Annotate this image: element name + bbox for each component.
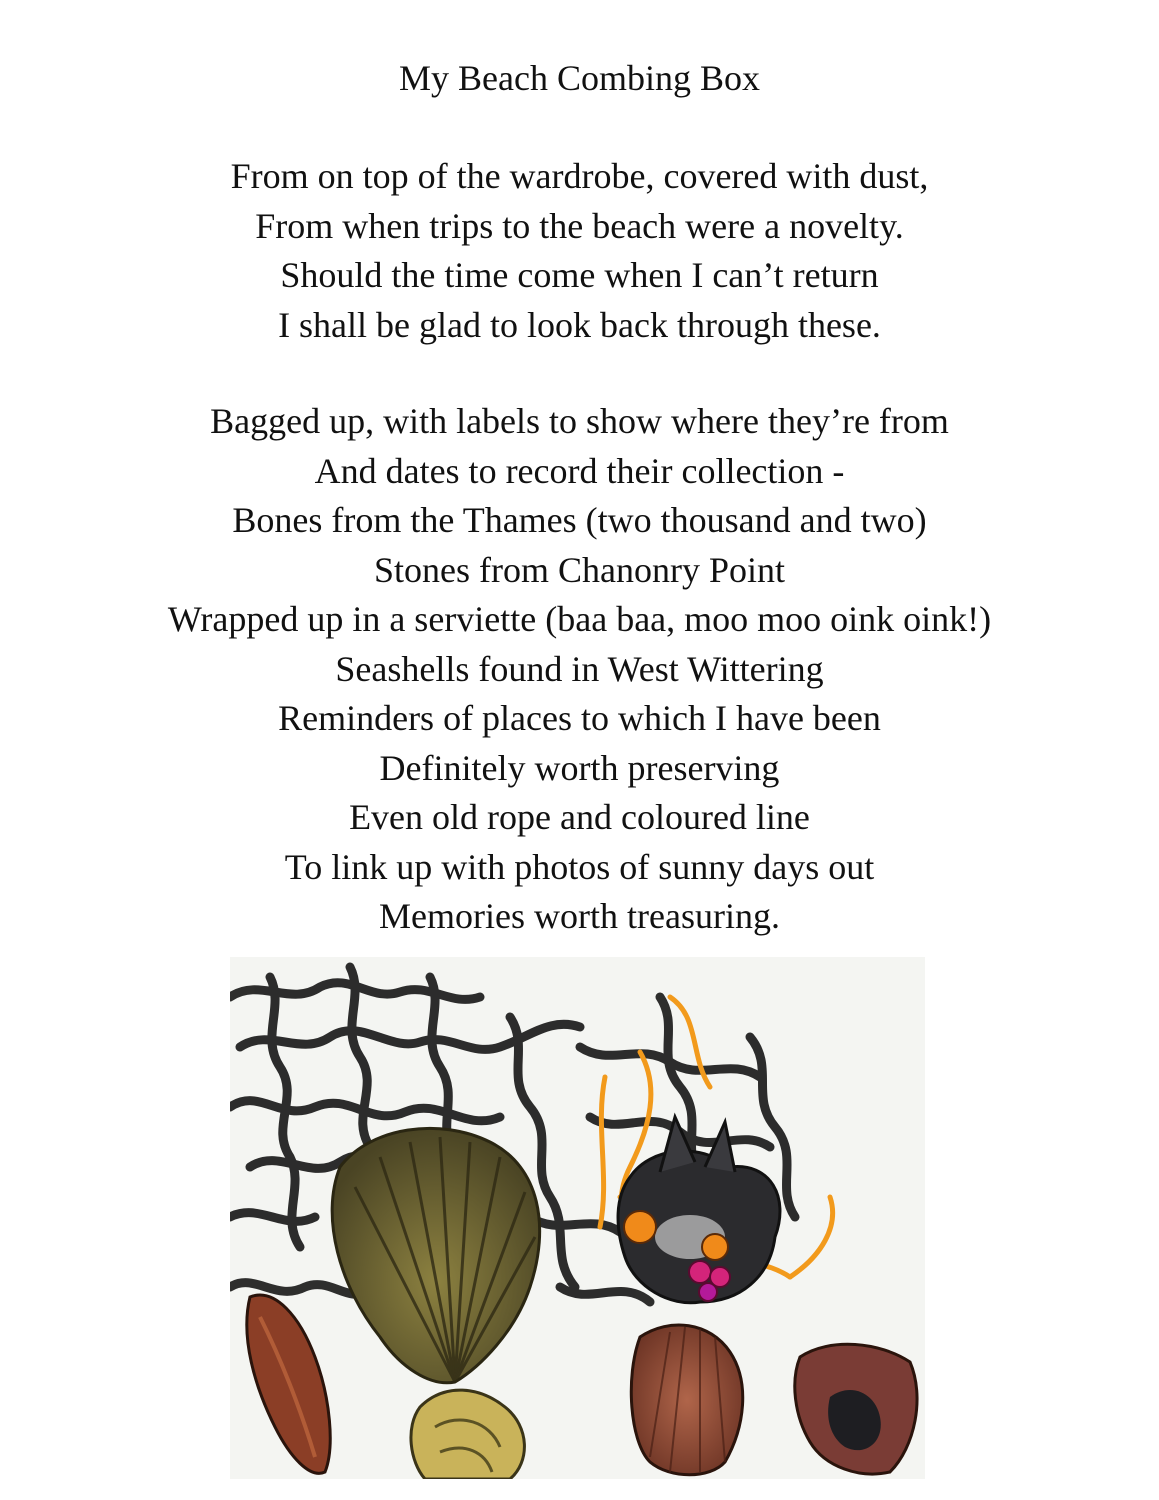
whelk-shell xyxy=(411,1390,524,1479)
poem-line: And dates to record their collection - xyxy=(314,450,845,491)
poem-line: Wrapped up in a serviette (baa baa, moo moo oink oink!) xyxy=(167,599,992,639)
poem-line: Reminders of places to which I have been xyxy=(278,698,881,738)
poem-line: Definitely worth preserving xyxy=(379,747,780,788)
poem-line: To link up with photos of sunny days out xyxy=(284,846,875,887)
razor-shell xyxy=(247,1295,330,1473)
poem-line: Bones from the Thames (two thousand and two) xyxy=(232,500,927,540)
stanza-2 xyxy=(0,397,1159,942)
poem-line: Should the time come when I can’t return xyxy=(280,255,879,295)
seashell-drawing-art xyxy=(230,957,925,1479)
poem-line: Even old rope and coloured line xyxy=(349,797,810,837)
stanza-1 xyxy=(0,152,1159,350)
cockle-shell xyxy=(631,1325,742,1475)
seashell-drawing xyxy=(230,957,925,1479)
poem-line: I shall be glad to look back through these. xyxy=(278,304,881,345)
scallop-shell xyxy=(332,1128,540,1382)
poem-line: Stones from Chanonry Point xyxy=(374,549,785,590)
poem-line: Bagged up, with labels to show where they’re from xyxy=(210,401,949,441)
poem-line: From when trips to the beach were a novelty. xyxy=(255,205,904,246)
poem-line: Seashells found in West Wittering xyxy=(335,648,824,689)
mussel-shell xyxy=(795,1344,917,1474)
poem-line: Memories worth treasuring. xyxy=(379,896,780,936)
poem-line: From on top of the wardrobe, covered with dust, xyxy=(230,156,929,196)
poem-title: My Beach Combing Box xyxy=(399,58,760,98)
